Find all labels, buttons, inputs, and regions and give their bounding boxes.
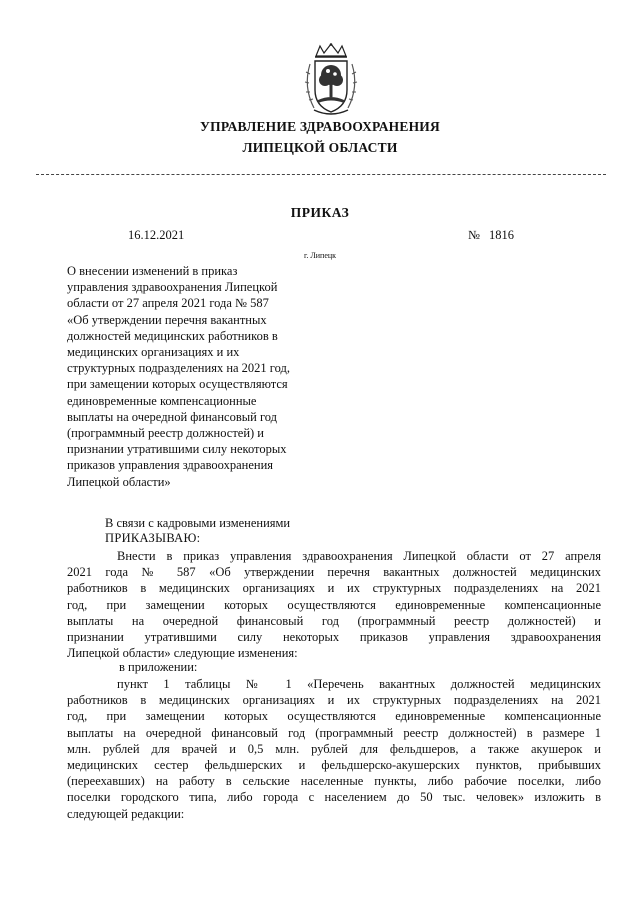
paragraph-line: медицинских сестер фельдшерских и фельдшерско-акушерских пунктов, прибывших bbox=[67, 758, 601, 773]
subject-line: О внесении изменений в приказ bbox=[67, 264, 238, 278]
document-date: 16.12.2021 bbox=[128, 228, 185, 242]
document-number: № 1816 bbox=[468, 228, 515, 242]
document-title: ПРИКАЗ bbox=[290, 205, 350, 220]
subject-line: приказов управления здравоохранения bbox=[67, 458, 274, 473]
paragraph-line: следующей редакции: bbox=[67, 806, 185, 821]
subject-line: Липецкой области» bbox=[67, 474, 171, 489]
paragraph-line: год, при замещении которых осуществляются единовременные компенсационные bbox=[67, 597, 601, 612]
paragraph-line: работников в медицинских организациях и их структурных подразделениях на 2021 bbox=[67, 581, 601, 596]
subject-line: медицинских организациях и их bbox=[67, 345, 240, 360]
document-city: г. Липецк bbox=[303, 251, 337, 260]
paragraph-line: млн. рублей для врачей и 0,5 млн. рублей для фельдшеров, а также акушерок и bbox=[67, 741, 601, 756]
subject-line: выплаты на очередной финансовый год bbox=[67, 409, 278, 424]
paragraph-line: признании утратившими силу некоторых приказов управления здравоохранения bbox=[67, 630, 601, 645]
paragraph-line: (переехавших) на работу в сельские населенные пункты, либо рабочие поселки, либо bbox=[67, 774, 601, 789]
subject-line: единовременные компенсационные bbox=[67, 393, 257, 408]
paragraph-1 bbox=[67, 548, 601, 661]
paragraph-line: поселки городского типа, либо города с населением до 50 тыс. человек» изложить в bbox=[67, 790, 601, 805]
lipetsk-coat-of-arms-icon bbox=[300, 42, 362, 118]
document-subject bbox=[67, 263, 327, 490]
paragraph-2 bbox=[67, 676, 601, 822]
subject-line: «Об утверждении перечня вакантных bbox=[67, 312, 267, 327]
subject-line: признании утратившими силу некоторых bbox=[67, 442, 287, 457]
order-reason: В связи с кадровыми изменениями bbox=[105, 516, 291, 530]
header-divider bbox=[36, 174, 606, 175]
paragraph-line: Внести в приказ управления здравоохранения Липецкой области от 27 апреля bbox=[117, 549, 601, 563]
subject-line: области от 27 апреля 2021 года № 587 bbox=[67, 296, 269, 311]
subject-line: должностей медицинских работников в bbox=[67, 328, 278, 343]
paragraph-line: 2021 года № 587 «Об утверждении перечня вакантных должностей медицинских bbox=[67, 565, 601, 580]
paragraph-line: выплаты на очередной финансовый год (программный реестр должностей) и bbox=[67, 613, 601, 628]
paragraph-line: работников в медицинских организациях и их структурных подразделениях на 2021 bbox=[67, 693, 601, 708]
organization-region: ЛИПЕЦКОЙ ОБЛАСТИ bbox=[242, 140, 398, 155]
paragraph-line: выплаты на очередной финансовый год (программный реестр должностей) в размере 1 bbox=[67, 725, 601, 740]
subject-line: управления здравоохранения Липецкой bbox=[67, 280, 278, 295]
order-keyword: ПРИКАЗЫВАЮ: bbox=[105, 531, 201, 545]
subject-line: (программный реестр должностей) и bbox=[67, 426, 264, 441]
paragraph-line: год, при замещении которых осуществляются единовременные компенсационные bbox=[67, 709, 601, 724]
paragraph-line: Липецкой области» следующие изменения: bbox=[67, 646, 298, 661]
paragraph-line: пункт 1 таблицы № 1 «Перечень вакантных должностей медицинских bbox=[117, 677, 601, 691]
subject-line: при замещении которых осуществляются bbox=[67, 377, 288, 392]
subject-line: структурных подразделениях на 2021 год, bbox=[67, 361, 290, 376]
organization-name: УПРАВЛЕНИЕ ЗДРАВООХРАНЕНИЯ bbox=[200, 119, 440, 134]
appendix-label: в приложении: bbox=[119, 660, 198, 674]
